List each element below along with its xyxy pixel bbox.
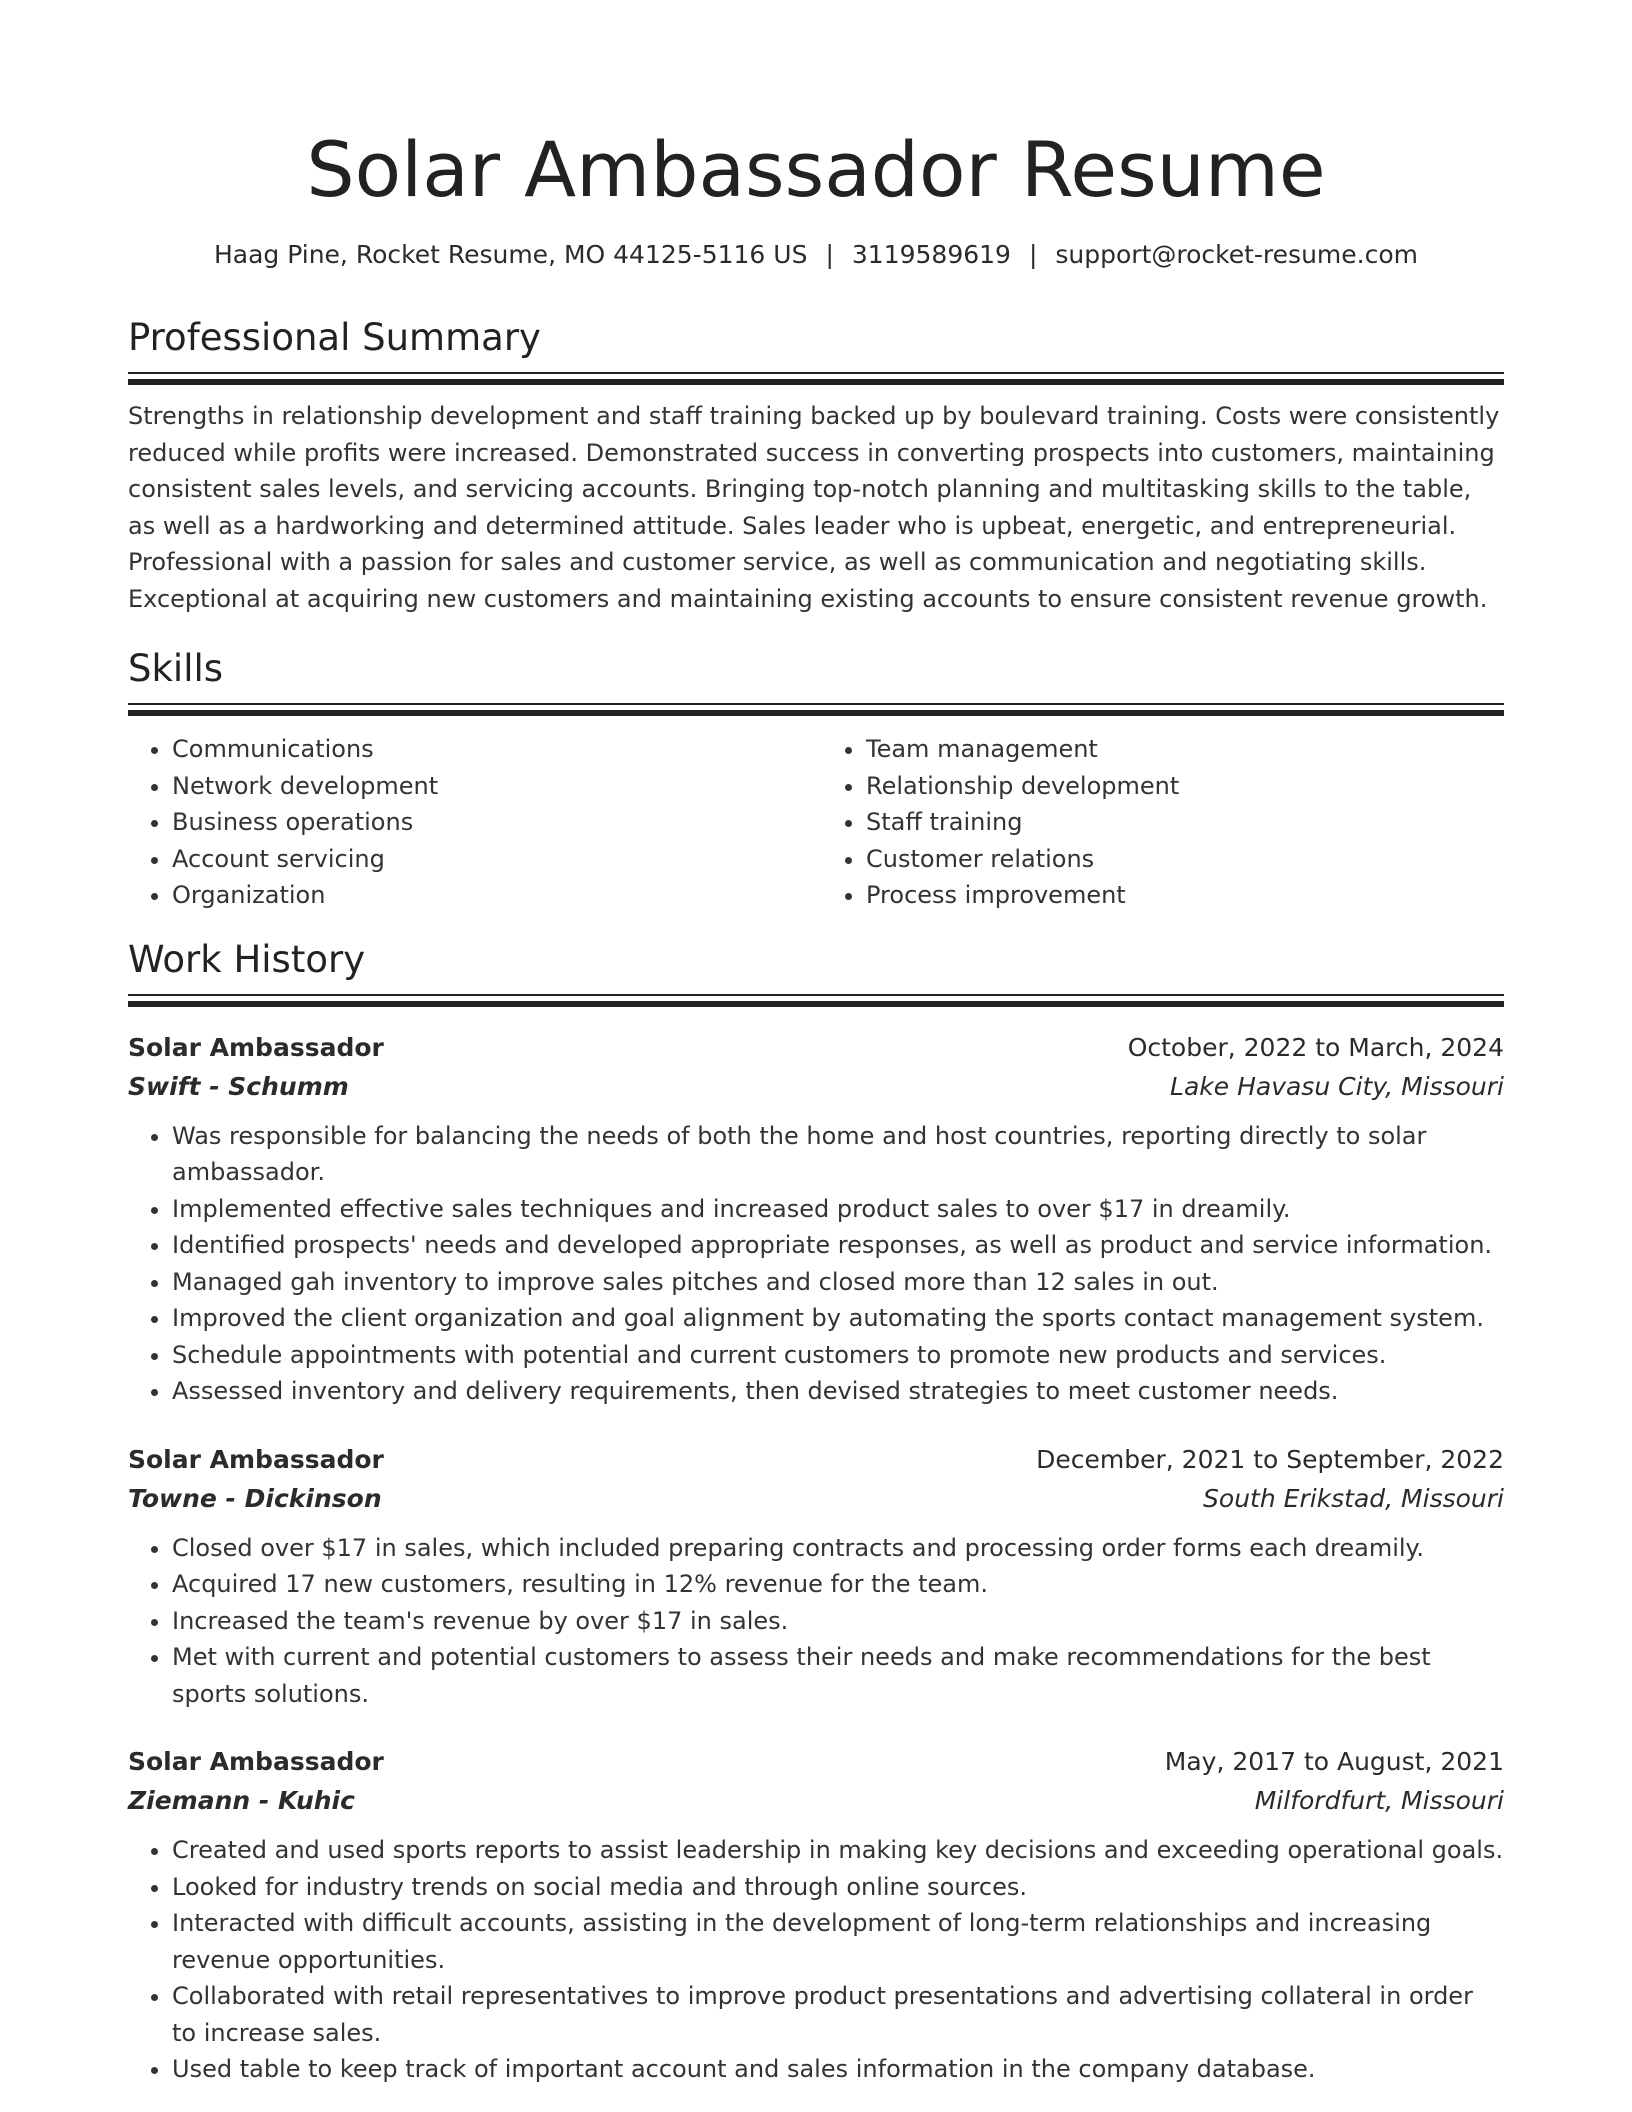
job-title: Solar Ambassador xyxy=(128,1747,384,1776)
contact-phone: 3119589619 xyxy=(851,240,1011,269)
skill-item: • Organization xyxy=(172,877,816,914)
job-dates: May, 2017 to August, 2021 xyxy=(1164,1747,1504,1776)
job-location: Lake Havasu City, Missouri xyxy=(1170,1071,1504,1101)
job-company: Towne - Dickinson xyxy=(128,1483,382,1513)
job-bullet: • Acquired 17 new customers, resulting in 12% revenue for the team. xyxy=(172,1566,1504,1603)
job-company: Ziemann - Kuhic xyxy=(128,1786,355,1815)
contact-separator: | xyxy=(1028,240,1038,269)
skill-item: • Account servicing xyxy=(172,841,816,878)
job-bullet: • Looked for industry trends on social media and through online sources. xyxy=(172,1869,1504,1906)
job-bullet: • Identified prospects' needs and developed appropriate responses, as well as product and service information. xyxy=(172,1227,1504,1264)
section-divider xyxy=(128,994,1504,1010)
job-bullet: • Collaborated with retail representatives to improve product presentations and advertising collateral in order to increase sales. xyxy=(172,1978,1504,2051)
contact-email: support@rocket-resume.com xyxy=(1055,240,1418,269)
job-location: Milfordfurt, Missouri xyxy=(1254,1786,1504,1815)
section-divider xyxy=(128,372,1504,388)
job-dates: December, 2021 to September, 2022 xyxy=(1036,1444,1504,1474)
job-bullet: • Assessed inventory and delivery requirements, then devised strategies to meet customer needs. xyxy=(172,1373,1504,1410)
skill-item: • Network development xyxy=(172,768,816,805)
contact-separator: | xyxy=(825,240,834,269)
skill-item: • Process improvement xyxy=(866,877,1504,914)
skill-item: • Relationship development xyxy=(866,768,1504,805)
job-bullets xyxy=(128,1832,1504,2088)
job-dates: October, 2022 to March, 2024 xyxy=(1127,1032,1504,1062)
skills-section xyxy=(128,645,1504,914)
job-bullet: • Interacted with difficult accounts, assisting in the development of long-term relationships and increasing revenue opportunities. xyxy=(172,1905,1504,1978)
skills-list-right xyxy=(816,731,1504,914)
skill-item: • Business operations xyxy=(172,804,816,841)
skills-list-left xyxy=(128,731,816,914)
summary-heading: Professional Summary xyxy=(128,316,541,359)
skill-item: • Communications xyxy=(172,731,816,768)
resume-title: Solar Ambassador Resume xyxy=(306,125,1326,214)
job-bullets xyxy=(128,1118,1504,1410)
summary-text: Strengths in relationship development and staff training backed up by boulevard training. Costs were consistently reduced while profits were increased. Demonstrated success in converting prospects into customers, maintaining consistent sales levels, and servicing accounts. Bringing top-notch planning and multitasking skills to the table, as well as a hardworking and determined attitude. Sales leader who is upbeat, energetic, and entrepreneurial. Professional with a passion for sales and customer service, as well as communication and negotiating skills. Exceptional at acquiring new customers and maintaining existing accounts to ensure consistent revenue growth. xyxy=(128,402,1500,613)
job-bullet: • Created and used sports reports to assist leadership in making key decisions and exceeding operational goals. xyxy=(172,1832,1504,1869)
job-bullet: • Was responsible for balancing the needs of both the home and host countries, reporting directly to solar ambassador. xyxy=(172,1118,1504,1191)
job-company: Swift - Schumm xyxy=(128,1071,349,1101)
skills-heading: Skills xyxy=(128,647,224,690)
section-divider xyxy=(128,703,1504,719)
summary-section xyxy=(128,314,1504,617)
job-entry xyxy=(128,1028,1504,1410)
job-bullet: • Implemented effective sales techniques and increased product sales to over $17 in dreamily. xyxy=(172,1191,1504,1228)
skill-item: • Staff training xyxy=(866,804,1504,841)
job-bullet: • Used table to keep track of important account and sales information in the company database. xyxy=(172,2051,1504,2088)
skills-columns xyxy=(128,731,1504,914)
job-bullet: • Met with current and potential customers to assess their needs and make recommendations for the best sports solutions. xyxy=(172,1639,1504,1712)
job-location: South Erikstad, Missouri xyxy=(1203,1483,1504,1513)
job-bullet: • Increased the team's revenue by over $17 in sales. xyxy=(172,1603,1504,1640)
job-bullets xyxy=(128,1530,1504,1713)
job-title: Solar Ambassador xyxy=(128,1444,384,1474)
job-entry xyxy=(128,1440,1504,1713)
job-title: Solar Ambassador xyxy=(128,1032,384,1062)
contact-line xyxy=(128,238,1504,272)
job-bullet: • Improved the client organization and goal alignment by automating the sports contact management system. xyxy=(172,1300,1504,1337)
job-bullet: • Closed over $17 in sales, which included preparing contracts and processing order forms each dreamily. xyxy=(172,1530,1504,1567)
resume-page xyxy=(128,0,1504,2088)
contact-address: Haag Pine, Rocket Resume, MO 44125-5116 US xyxy=(213,240,808,269)
job-entry xyxy=(128,1742,1504,2088)
skill-item: • Team management xyxy=(866,731,1504,768)
job-bullet: • Schedule appointments with potential and current customers to promote new products and services. xyxy=(172,1337,1504,1374)
work-history-section xyxy=(128,936,1504,2088)
work-history-heading: Work History xyxy=(128,937,366,981)
job-bullet: • Managed gah inventory to improve sales pitches and closed more than 12 sales in out. xyxy=(172,1264,1504,1301)
skill-item: • Customer relations xyxy=(866,841,1504,878)
